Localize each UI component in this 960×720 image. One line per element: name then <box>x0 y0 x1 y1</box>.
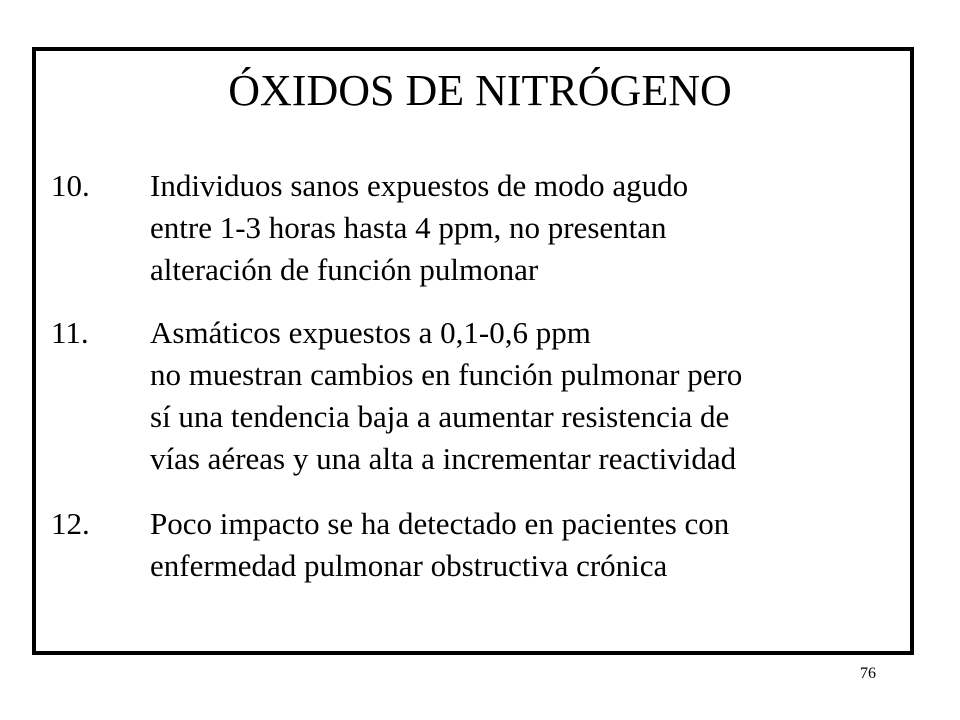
item-text-line: alteración de función pulmonar <box>150 252 539 287</box>
item-number: 12. <box>51 506 90 541</box>
slide-title: ÓXIDOS DE NITRÓGENO <box>228 66 732 115</box>
slide-frame <box>32 47 914 655</box>
item-text-line: Individuos sanos expuestos de modo agudo <box>150 168 689 203</box>
page-number: 76 <box>860 665 876 682</box>
item-text-line: no muestran cambios en función pulmonar pero <box>150 357 743 392</box>
item-text-line: sí una tendencia baja a aumentar resistencia de <box>150 399 730 434</box>
item-text-line: Asmáticos expuestos a 0,1-0,6 ppm <box>150 315 591 350</box>
item-text-line: vías aéreas y una alta a incrementar reactividad <box>150 441 737 476</box>
item-text-line: enfermedad pulmonar obstructiva crónica <box>150 548 668 583</box>
item-text-line: entre 1-3 horas hasta 4 ppm, no presentan <box>150 210 667 245</box>
item-number: 11. <box>51 315 89 350</box>
item-text-line: Poco impacto se ha detectado en pacientes con <box>150 506 730 541</box>
item-number: 10. <box>51 168 90 203</box>
